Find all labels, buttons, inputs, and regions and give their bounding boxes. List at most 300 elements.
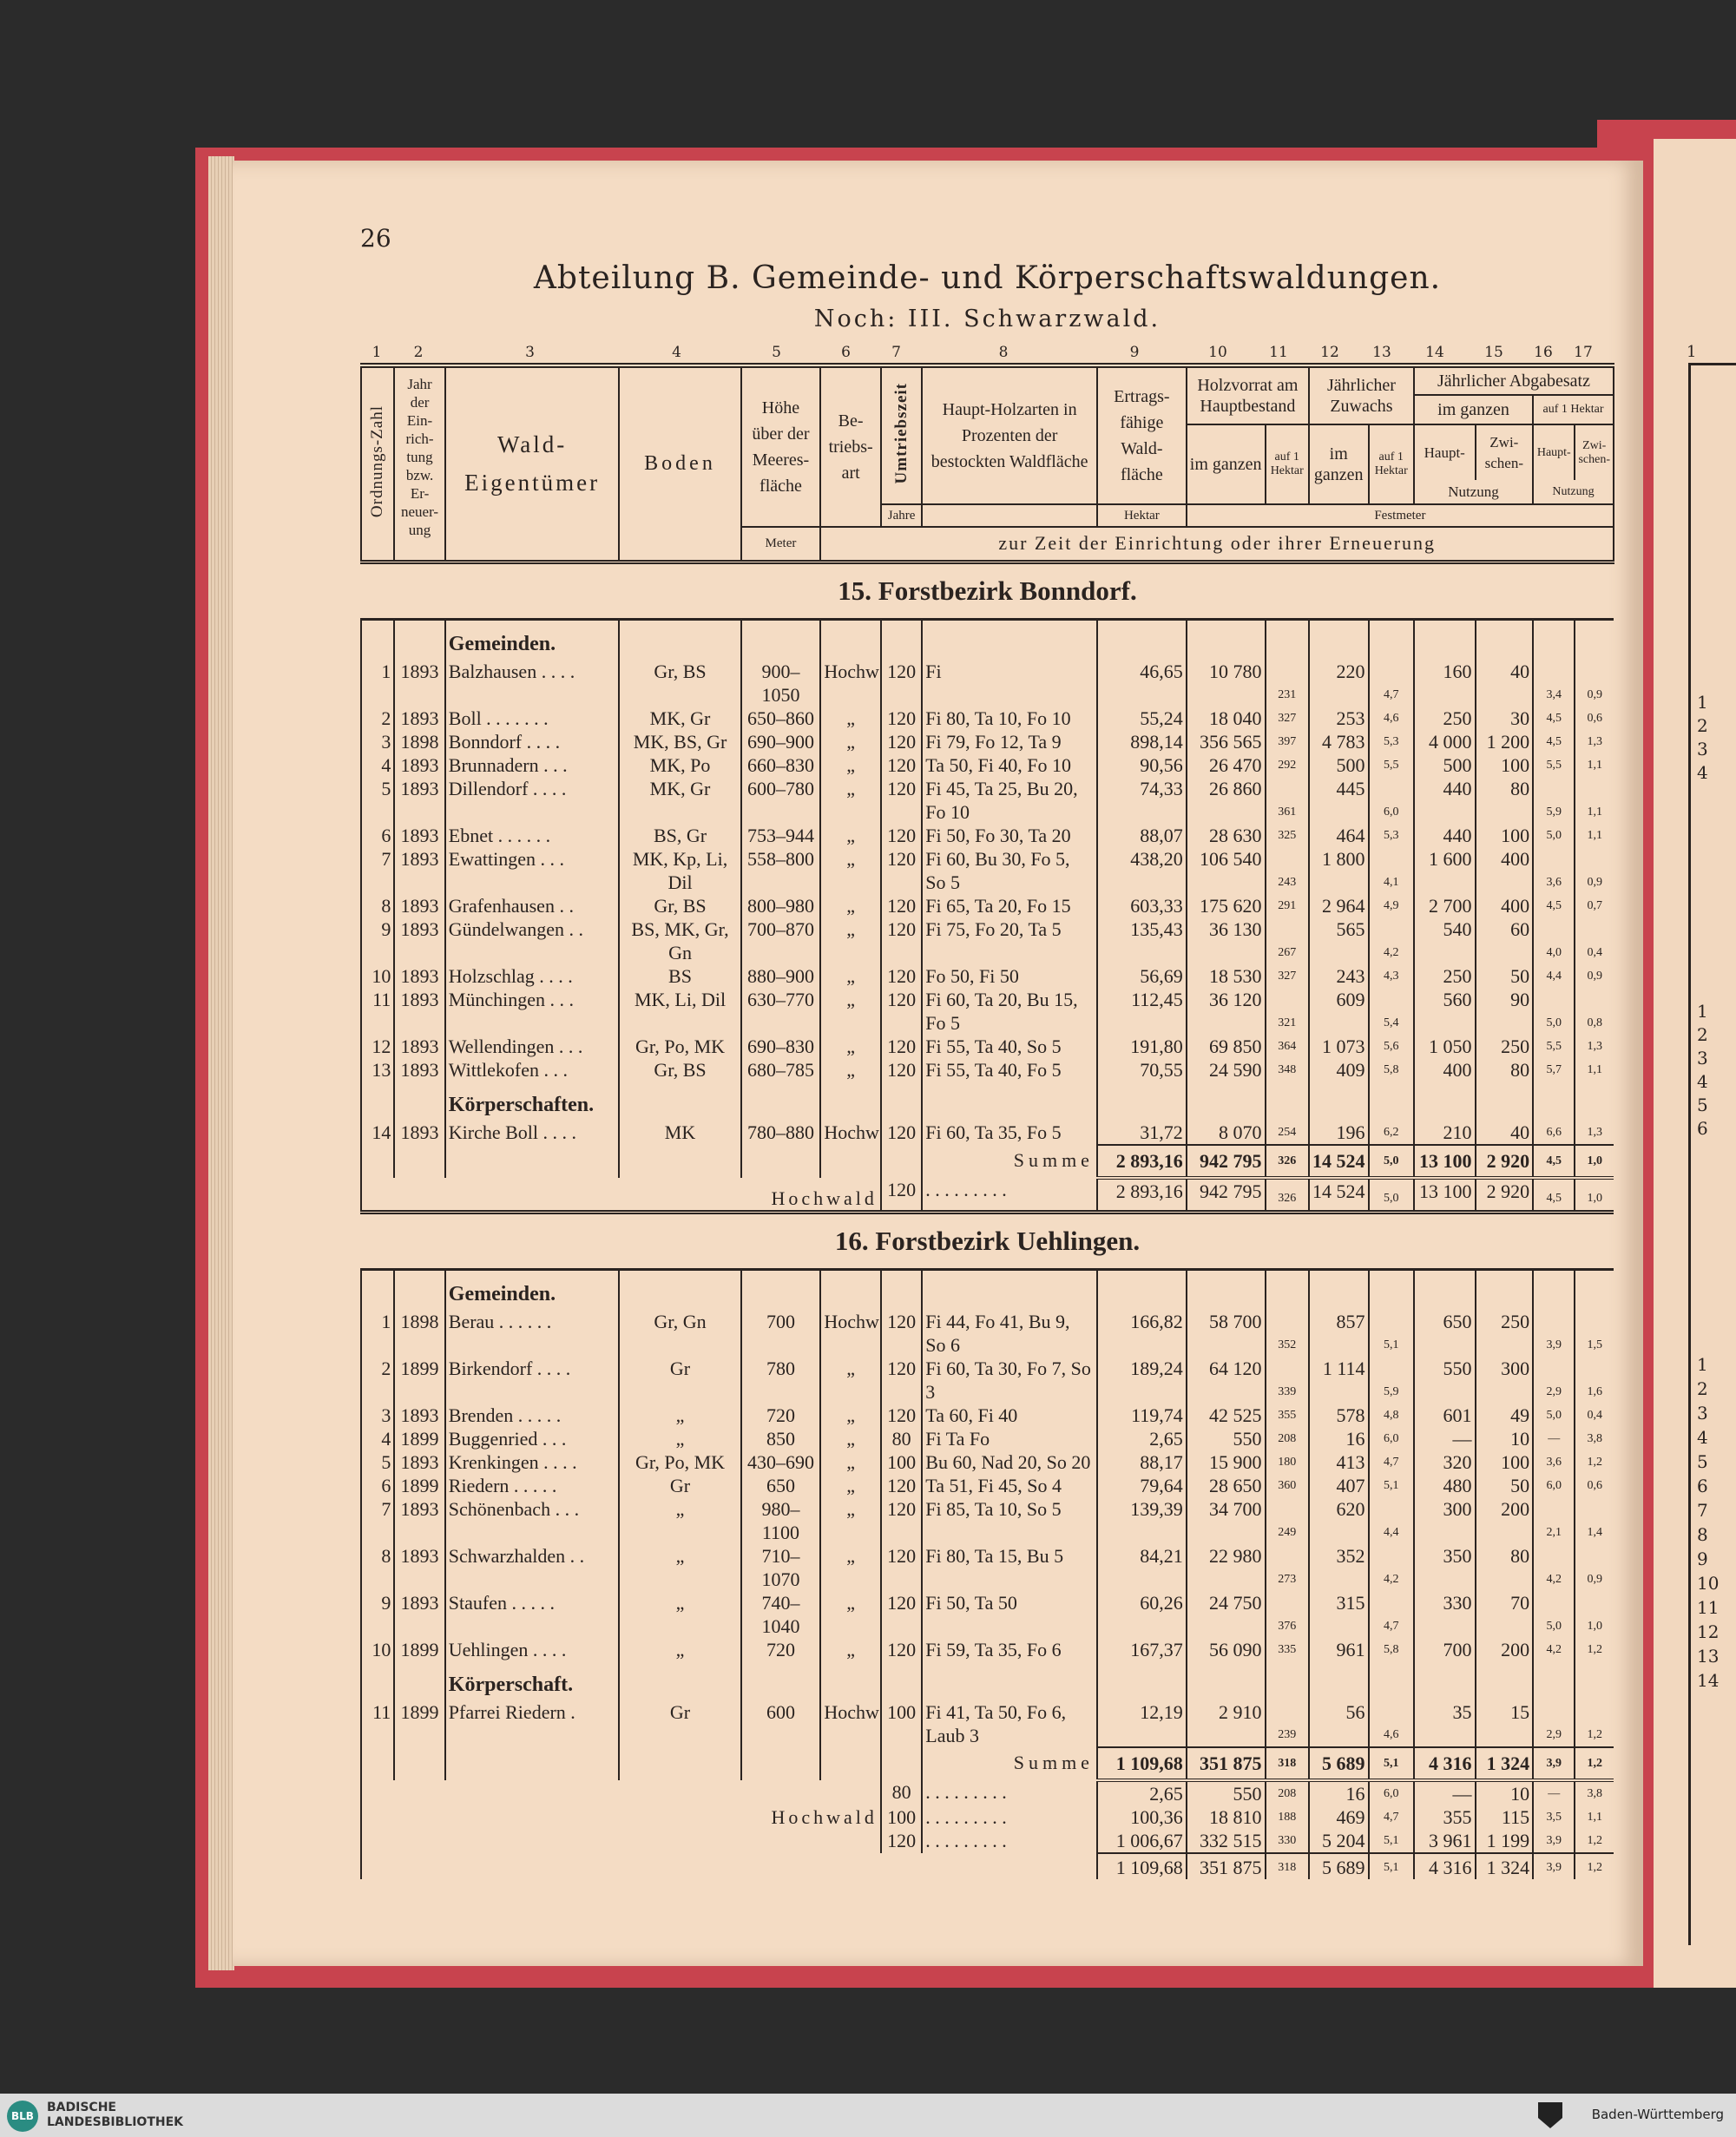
rotation: 120 [881, 1058, 922, 1082]
main-yield: 13 100 [1414, 1145, 1476, 1178]
empty-cell [1414, 1269, 1476, 1310]
main-yield: 4 316 [1414, 1853, 1476, 1879]
facing-page-row-number: 10 [1697, 1573, 1720, 1594]
management-type: „ [820, 824, 881, 847]
altitude: 900–1050 [741, 660, 821, 707]
page-title: Abteilung B. Gemeinde- und Körperschaftswaldungen. [533, 260, 1442, 296]
stock-total: 550 [1187, 1780, 1266, 1805]
empty-cell [1309, 1082, 1369, 1121]
management-type: Hochw [820, 660, 881, 707]
rotation: 120 [881, 847, 922, 894]
intermediate-yield: 10 [1476, 1780, 1534, 1805]
main-yield-per-ha: — [1533, 1427, 1575, 1450]
leader-dots: . . . . . . . . . [922, 1829, 1097, 1853]
year: 1899 [394, 1427, 444, 1450]
main-yield: 1 600 [1414, 847, 1476, 894]
stock-per-ha: 327 [1266, 964, 1309, 988]
owner: Dillendorf . . . . [445, 777, 620, 824]
area: 135,43 [1097, 917, 1187, 964]
empty-cell [394, 1661, 444, 1700]
betrieb-row [361, 1178, 1614, 1213]
intermediate-yield: 1 324 [1476, 1747, 1534, 1780]
tree-species: Fi 60, Bu 30, Fo 5, So 5 [922, 847, 1097, 894]
intermediate-yield-per-ha: 0,6 [1575, 1474, 1614, 1497]
empty-cell [741, 619, 821, 660]
main-yield: 1 050 [1414, 1035, 1476, 1058]
leader-dots: . . . . . . . . . [922, 1805, 1097, 1829]
increment-per-ha: 5,1 [1369, 1829, 1414, 1853]
footer-bar [0, 2094, 1736, 2137]
header-zeit-der-einrichtung: zur Zeit der Einrichtung oder ihrer Erneuerung [820, 527, 1614, 562]
rotation: 120 [881, 1310, 922, 1357]
facing-page-row-number: 2 [1697, 1024, 1708, 1045]
page-edges [208, 156, 234, 1970]
stock-total: 28 650 [1187, 1474, 1266, 1497]
row-number: 11 [361, 1700, 394, 1747]
main-yield-per-ha: 2,9 [1533, 1700, 1575, 1747]
intermediate-yield: 2 920 [1476, 1145, 1534, 1178]
increment-total: 5 689 [1309, 1853, 1369, 1879]
main-yield: 700 [1414, 1638, 1476, 1661]
increment-total: 243 [1309, 964, 1369, 988]
tree-species: Fi 80, Ta 10, Fo 10 [922, 707, 1097, 730]
intermediate-yield-per-ha: 1,3 [1575, 1035, 1614, 1058]
main-yield: 13 100 [1414, 1178, 1476, 1213]
main-yield-per-ha: 2,1 [1533, 1497, 1575, 1544]
stock-per-ha: 321 [1266, 988, 1309, 1035]
owner: Münchingen . . . [445, 988, 620, 1035]
intermediate-yield: 10 [1476, 1427, 1534, 1450]
soil: Gr, Po, MK [619, 1450, 740, 1474]
tree-species: Fi 55, Ta 40, So 5 [922, 1035, 1097, 1058]
main-yield: 330 [1414, 1591, 1476, 1638]
row-number: 11 [361, 988, 394, 1035]
stock-per-ha: 376 [1266, 1591, 1309, 1638]
table-row [361, 1638, 1614, 1661]
increment-total: 445 [1309, 777, 1369, 824]
soil: MK, Li, Dil [619, 988, 740, 1035]
increment-total: 352 [1309, 1544, 1369, 1591]
section-title-row [361, 1212, 1614, 1269]
facing-page-row-number: 3 [1697, 1048, 1708, 1068]
intermediate-yield-per-ha: 1,6 [1575, 1357, 1614, 1404]
header-holzvorrat: Holzvorrat am Hauptbestand [1187, 365, 1309, 424]
column-number: 5 [772, 344, 781, 361]
area: 60,26 [1097, 1591, 1187, 1638]
column-number: 17 [1574, 344, 1593, 361]
library-name[interactable]: BADISCHE LANDESBIBLIOTHEK [47, 2101, 184, 2129]
betrieb-rotation: 100 [881, 1805, 922, 1829]
altitude: 880–900 [741, 964, 821, 988]
facing-page-row-number: 5 [1697, 1095, 1708, 1115]
group-heading-row [361, 1661, 1614, 1700]
row-number: 10 [361, 1638, 394, 1661]
header-abgabesatz: Jährlicher Abgabesatz [1414, 365, 1614, 395]
owner: Ewattingen . . . [445, 847, 620, 894]
intermediate-yield-per-ha: 3,8 [1575, 1780, 1614, 1805]
stock-per-ha: 249 [1266, 1497, 1309, 1544]
main-yield: 250 [1414, 707, 1476, 730]
empty-cell [1266, 1661, 1309, 1700]
table-row [361, 707, 1614, 730]
empty-cell [881, 619, 922, 660]
increment-per-ha: 5,1 [1369, 1853, 1414, 1879]
intermediate-yield: 80 [1476, 1544, 1534, 1591]
group-heading: Gemeinden. [445, 1269, 620, 1310]
area: 74,33 [1097, 777, 1187, 824]
intermediate-yield: 2 920 [1476, 1178, 1534, 1213]
unit-festmeter: Festmeter [1187, 504, 1614, 527]
betrieb-label [361, 1780, 881, 1805]
empty-cell [922, 1082, 1097, 1121]
main-yield: 650 [1414, 1310, 1476, 1357]
increment-per-ha: 6,0 [1369, 1780, 1414, 1805]
tree-species: Fi 50, Fo 30, Ta 20 [922, 824, 1097, 847]
intermediate-yield-per-ha: 1,3 [1575, 730, 1614, 753]
facing-page-row-number: 14 [1697, 1670, 1720, 1691]
main-yield-per-ha: 3,9 [1533, 1747, 1575, 1780]
column-number: 15 [1484, 344, 1503, 361]
rotation: 120 [881, 894, 922, 917]
table-row [361, 894, 1614, 917]
increment-per-ha: 5,0 [1369, 1178, 1414, 1213]
management-type: „ [820, 1450, 881, 1474]
stock-total: 18 040 [1187, 707, 1266, 730]
increment-per-ha: 4,6 [1369, 1700, 1414, 1747]
owner: Ebnet . . . . . . [445, 824, 620, 847]
empty-cell [394, 1082, 444, 1121]
soil: Gr, BS [619, 894, 740, 917]
intermediate-yield: 400 [1476, 847, 1534, 894]
row-number: 1 [361, 1310, 394, 1357]
header-abgabe-im-ganzen: im ganzen [1414, 395, 1533, 424]
tree-species: Fo 50, Fi 50 [922, 964, 1097, 988]
stock-total: 942 795 [1187, 1178, 1266, 1213]
main-yield: 35 [1414, 1700, 1476, 1747]
intermediate-yield-per-ha: 1,0 [1575, 1178, 1614, 1213]
coat-of-arms-icon [1538, 2102, 1562, 2128]
altitude: 753–944 [741, 824, 821, 847]
owner: Buggenried . . . [445, 1427, 620, 1450]
betrieb-row [361, 1829, 1614, 1853]
header-boden: Boden [619, 365, 740, 562]
stock-total: 64 120 [1187, 1357, 1266, 1404]
header-jahr: Jahr der Ein-rich-tung bzw. Er-neuer-ung [394, 365, 444, 562]
table-header [361, 365, 1614, 562]
increment-total: 609 [1309, 988, 1369, 1035]
empty-cell [445, 1747, 620, 1780]
increment-per-ha: 5,4 [1369, 988, 1414, 1035]
main-yield: — [1414, 1780, 1476, 1805]
stock-per-ha: 231 [1266, 660, 1309, 707]
table-row [361, 917, 1614, 964]
header-hoehe: Höhe über der Meeres-fläche [741, 365, 821, 527]
empty-cell [820, 1269, 881, 1310]
header-umtriebszeit: Umtriebszeit [891, 382, 911, 484]
facing-page-row-number: 2 [1697, 715, 1708, 736]
intermediate-yield-per-ha: 0,6 [1575, 707, 1614, 730]
stock-total: 22 980 [1187, 1544, 1266, 1591]
stock-total: 15 900 [1187, 1450, 1266, 1474]
total-row [361, 1853, 1614, 1879]
increment-per-ha: 5,1 [1369, 1310, 1414, 1357]
intermediate-yield-per-ha: 1,2 [1575, 1747, 1614, 1780]
betrieb-rotation: 80 [881, 1780, 922, 1805]
stock-total: 24 750 [1187, 1591, 1266, 1638]
owner: Riedern . . . . . [445, 1474, 620, 1497]
facing-page-row-number: 8 [1697, 1524, 1708, 1545]
intermediate-yield-per-ha: 1,3 [1575, 1121, 1614, 1145]
empty-cell [361, 1082, 394, 1121]
management-type: „ [820, 1035, 881, 1058]
main-yield-per-ha: 5,9 [1533, 777, 1575, 824]
increment-total: 4 783 [1309, 730, 1369, 753]
header-vorrat-auf-1-hektar: auf 1 Hektar [1266, 424, 1309, 504]
group-heading: Körperschaften. [445, 1082, 620, 1121]
empty-cell [1187, 1661, 1266, 1700]
intermediate-yield: 1 199 [1476, 1829, 1534, 1853]
header-haupt-nutzung: Haupt- [1414, 424, 1476, 480]
increment-total: 315 [1309, 1591, 1369, 1638]
increment-per-ha: 4,7 [1369, 1805, 1414, 1829]
area: 438,20 [1097, 847, 1187, 894]
row-number: 5 [361, 1450, 394, 1474]
header-vorrat-im-ganzen: im ganzen [1187, 424, 1266, 504]
soil: MK, Gr [619, 707, 740, 730]
intermediate-yield: 400 [1476, 894, 1534, 917]
empty-cell [1575, 1269, 1614, 1310]
unit-meter: Meter [741, 527, 821, 562]
empty-cell [1575, 1661, 1614, 1700]
altitude: 600–780 [741, 777, 821, 824]
increment-per-ha: 6,2 [1369, 1121, 1414, 1145]
increment-total: 961 [1309, 1638, 1369, 1661]
area: 2,65 [1097, 1427, 1187, 1450]
main-yield: 350 [1414, 1544, 1476, 1591]
column-number: 13 [1372, 344, 1391, 361]
main-yield-per-ha: 2,9 [1533, 1357, 1575, 1404]
tree-species: Ta 51, Fi 45, So 4 [922, 1474, 1097, 1497]
main-yield: 160 [1414, 660, 1476, 707]
soil: Gr, BS [619, 1058, 740, 1082]
intermediate-yield-per-ha: 0,9 [1575, 1544, 1614, 1591]
increment-total: 620 [1309, 1497, 1369, 1544]
empty-cell [1309, 619, 1369, 660]
stock-total: 175 620 [1187, 894, 1266, 917]
intermediate-yield: 115 [1476, 1805, 1534, 1829]
rotation: 120 [881, 753, 922, 777]
increment-per-ha: 5,6 [1369, 1035, 1414, 1058]
intermediate-yield-per-ha: 0,9 [1575, 660, 1614, 707]
owner: Wellendingen . . . [445, 1035, 620, 1058]
intermediate-yield: 300 [1476, 1357, 1534, 1404]
empty-cell [820, 1145, 881, 1178]
facing-page-row-number: 1 [1697, 1001, 1708, 1022]
empty-cell [361, 1661, 394, 1700]
soil: Gr [619, 1474, 740, 1497]
increment-per-ha: 4,2 [1369, 1544, 1414, 1591]
altitude: 650 [741, 1474, 821, 1497]
row-number: 2 [361, 1357, 394, 1404]
facing-page-row-number: 4 [1697, 762, 1708, 783]
intermediate-yield: 40 [1476, 660, 1534, 707]
empty-cell [619, 1747, 740, 1780]
table-row [361, 1035, 1614, 1058]
empty-cell [1266, 619, 1309, 660]
intermediate-yield-per-ha: 0,7 [1575, 894, 1614, 917]
owner: Gündelwangen . . [445, 917, 620, 964]
section-title: 15. Forstbezirk Bonndorf. [361, 562, 1614, 619]
increment-per-ha: 4,7 [1369, 1450, 1414, 1474]
rotation: 120 [881, 1474, 922, 1497]
tree-species: Fi 45, Ta 25, Bu 20, Fo 10 [922, 777, 1097, 824]
main-yield-per-ha: 4,4 [1533, 964, 1575, 988]
area: 46,65 [1097, 660, 1187, 707]
empty-cell [1187, 619, 1266, 660]
soil: MK [619, 1121, 740, 1145]
management-type: „ [820, 917, 881, 964]
stock-per-ha: 326 [1266, 1178, 1309, 1213]
soil: MK, Po [619, 753, 740, 777]
rotation: 120 [881, 1357, 922, 1404]
empty-cell [1476, 1661, 1534, 1700]
table-row [361, 1544, 1614, 1591]
soil: BS, Gr [619, 824, 740, 847]
tree-species: Fi 80, Ta 15, Bu 5 [922, 1544, 1097, 1591]
empty-cell [922, 619, 1097, 660]
facing-page-row-number: 3 [1697, 739, 1708, 759]
tree-species: Fi 79, Fo 12, Ta 9 [922, 730, 1097, 753]
empty-cell [619, 1082, 740, 1121]
table-row [361, 964, 1614, 988]
group-heading-row [361, 1082, 1614, 1121]
stock-per-ha: 292 [1266, 753, 1309, 777]
area: 1 109,68 [1097, 1853, 1187, 1879]
stock-total: 34 700 [1187, 1497, 1266, 1544]
area: 100,36 [1097, 1805, 1187, 1829]
main-yield-per-ha: 3,5 [1533, 1805, 1575, 1829]
soil: „ [619, 1638, 740, 1661]
increment-per-ha: 5,8 [1369, 1638, 1414, 1661]
main-yield-per-ha: 3,6 [1533, 847, 1575, 894]
stock-total: 58 700 [1187, 1310, 1266, 1357]
intermediate-yield-per-ha: 1,0 [1575, 1145, 1614, 1178]
empty-cell [361, 1145, 394, 1178]
empty-cell [741, 1661, 821, 1700]
increment-total: 14 524 [1309, 1145, 1369, 1178]
column-number: 4 [672, 344, 681, 361]
tree-species: Fi 60, Ta 20, Bu 15, Fo 5 [922, 988, 1097, 1035]
increment-per-ha: 5,5 [1369, 753, 1414, 777]
facing-page-row-number: 7 [1697, 1500, 1708, 1521]
main-yield: 210 [1414, 1121, 1476, 1145]
tree-species: Fi 50, Ta 50 [922, 1591, 1097, 1638]
section-title: 16. Forstbezirk Uehlingen. [361, 1212, 1614, 1269]
empty-cell [1575, 1082, 1614, 1121]
empty-cell [1309, 1661, 1369, 1700]
unit-jahre: Jahre [881, 504, 922, 527]
intermediate-yield-per-ha: 1,2 [1575, 1829, 1614, 1853]
column-number: 16 [1534, 344, 1553, 361]
intermediate-yield-per-ha: 0,9 [1575, 964, 1614, 988]
stock-total: 69 850 [1187, 1035, 1266, 1058]
row-number: 7 [361, 847, 394, 894]
main-yield-per-ha: 3,9 [1533, 1829, 1575, 1853]
intermediate-yield: 200 [1476, 1638, 1534, 1661]
altitude: 980–1100 [741, 1497, 821, 1544]
area: 603,33 [1097, 894, 1187, 917]
increment-total: 413 [1309, 1450, 1369, 1474]
stock-per-ha: 330 [1266, 1829, 1309, 1853]
main-yield: 550 [1414, 1357, 1476, 1404]
facing-page-row-number: 6 [1697, 1118, 1708, 1139]
increment-per-ha: 4,2 [1369, 917, 1414, 964]
state-logo-text[interactable]: Baden-Württemberg [1591, 2107, 1724, 2122]
row-number: 10 [361, 964, 394, 988]
altitude: 700–870 [741, 917, 821, 964]
main-yield-per-ha: 5,0 [1533, 824, 1575, 847]
stock-per-ha: 208 [1266, 1427, 1309, 1450]
empty-cell [619, 1269, 740, 1310]
soil: Gr [619, 1700, 740, 1747]
row-number: 6 [361, 824, 394, 847]
group-heading: Körperschaft. [445, 1661, 620, 1700]
empty-cell [881, 1661, 922, 1700]
tree-species: Ta 50, Fi 40, Fo 10 [922, 753, 1097, 777]
page-number: 26 [360, 224, 391, 253]
management-type: Hochw [820, 1700, 881, 1747]
increment-total: 220 [1309, 660, 1369, 707]
rotation: 120 [881, 917, 922, 964]
betrieb-label [361, 1829, 881, 1853]
area: 84,21 [1097, 1544, 1187, 1591]
intermediate-yield-per-ha: 0,4 [1575, 1404, 1614, 1427]
year: 1898 [394, 1310, 444, 1357]
empty-cell [1533, 619, 1575, 660]
intermediate-yield: 90 [1476, 988, 1534, 1035]
altitude: 720 [741, 1404, 821, 1427]
blb-logo[interactable]: BLB [7, 2101, 38, 2132]
rotation: 120 [881, 730, 922, 753]
column-number: 3 [525, 344, 535, 361]
tree-species: Fi 60, Ta 30, Fo 7, So 3 [922, 1357, 1097, 1404]
increment-per-ha: 4,4 [1369, 1497, 1414, 1544]
empty-cell [1476, 1269, 1534, 1310]
row-number: 14 [361, 1121, 394, 1145]
row-number: 2 [361, 707, 394, 730]
main-yield: — [1414, 1427, 1476, 1450]
empty-cell [922, 1269, 1097, 1310]
tree-species: Fi 41, Ta 50, Fo 6, Laub 3 [922, 1700, 1097, 1747]
increment-total: 196 [1309, 1121, 1369, 1145]
stock-per-ha: 355 [1266, 1404, 1309, 1427]
altitude: 430–690 [741, 1450, 821, 1474]
table-row [361, 777, 1614, 824]
empty-cell [1575, 619, 1614, 660]
owner: Uehlingen . . . . [445, 1638, 620, 1661]
main-yield-per-ha: 6,0 [1533, 1474, 1575, 1497]
increment-total: 2 964 [1309, 894, 1369, 917]
main-yield-per-ha: 5,7 [1533, 1058, 1575, 1082]
facing-page-row-number: 4 [1697, 1427, 1708, 1448]
increment-per-ha: 5,8 [1369, 1058, 1414, 1082]
empty-cell [361, 619, 394, 660]
intermediate-yield: 49 [1476, 1404, 1534, 1427]
page-subtitle: Noch: III. Schwarzwald. [813, 306, 1161, 332]
stock-total: 550 [1187, 1427, 1266, 1450]
management-type: „ [820, 1638, 881, 1661]
betrieb-label: Hochwald [361, 1805, 881, 1829]
